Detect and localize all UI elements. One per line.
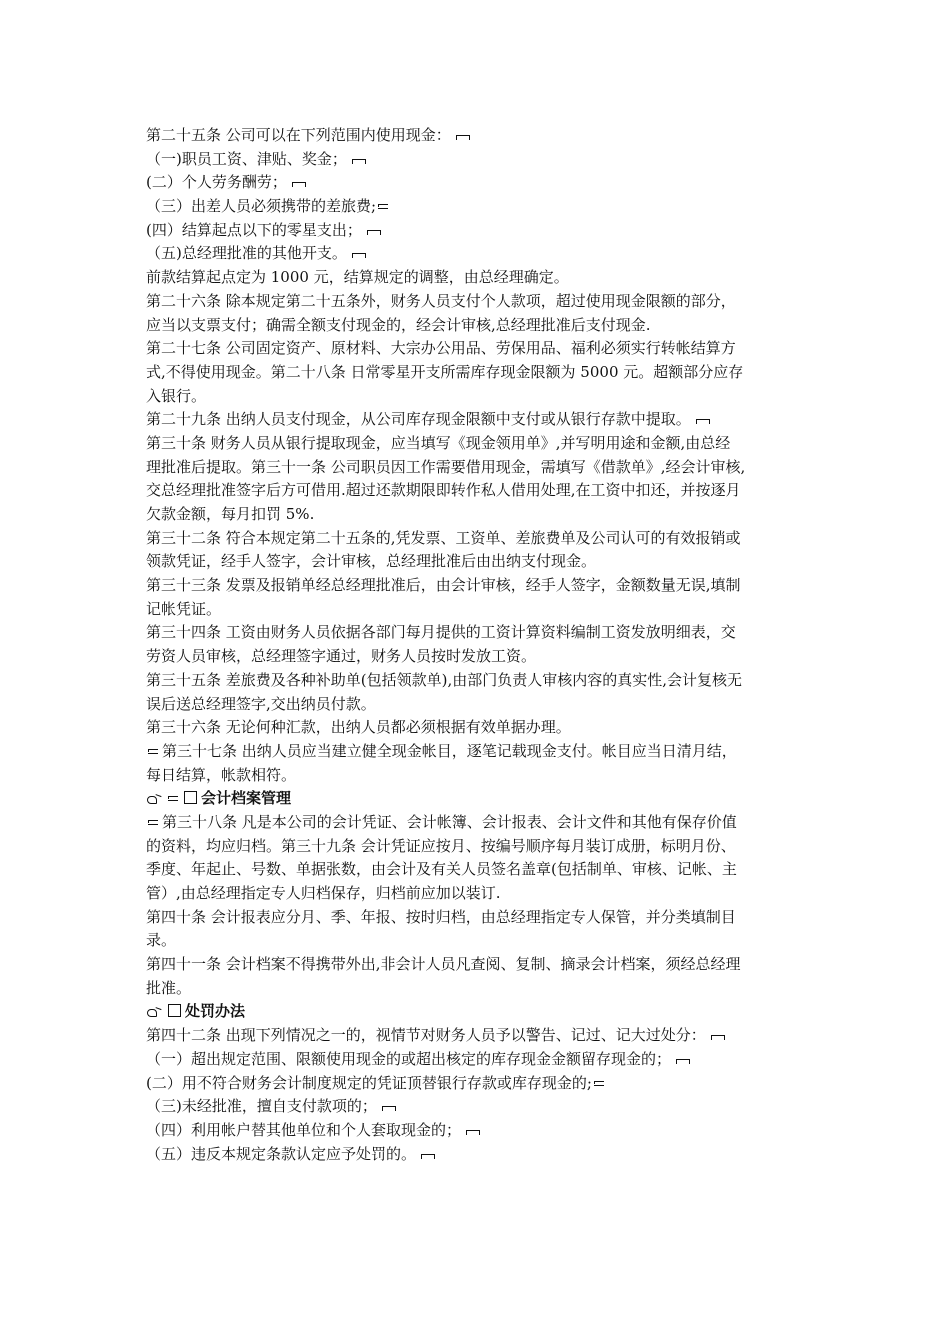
bullet-icon xyxy=(146,1006,164,1018)
text-line: 第三十条 财务人员从银行提取现金，应当填写《现金领用单》,并写明用途和金额,由总经 xyxy=(146,433,731,452)
text-line: （一)职员工资、津贴、奖金； xyxy=(146,148,818,172)
paragraph-mark-icon xyxy=(695,414,711,426)
checkbox-icon xyxy=(184,791,197,804)
text-line: 第二十九条 出纳人员支付现金，从公司库存现金限额中支付或从银行存款中提取。 xyxy=(146,408,818,432)
text-line: （五)总经理批准的其他开支。 xyxy=(146,242,818,266)
text-line: 第二十五条 公司可以在下列范围内使用现金： xyxy=(146,124,818,148)
text-line: (二）用不符合财务会计制度规定的凭证顶替银行存款或库存现金的; xyxy=(146,1072,818,1096)
text-line: 入银行。 xyxy=(146,386,207,405)
text-line: 每日结算，帐款相符。 xyxy=(146,765,297,784)
line-break-mark-icon xyxy=(148,817,160,829)
text-line: 误后送总经理签字,交出纳员付款。 xyxy=(146,694,376,713)
text-line: （三）出差人员必须携带的差旅费; xyxy=(146,195,818,219)
paragraph-mark-icon xyxy=(381,1101,397,1113)
text-line: 第二十七条 公司固定资产、原材料、大宗办公用品、劳保用品、福利必须实行转帐结算方 xyxy=(146,339,736,358)
text-line: 录。 xyxy=(146,931,177,950)
text-line: 批准。 xyxy=(146,978,192,997)
text-line: 应当以支票支付；确需全额支付现金的，经会计审核,总经理批准后支付现金. xyxy=(146,315,651,334)
paragraph-mark-icon xyxy=(675,1054,691,1066)
text-line: 第四十条 会计报表应分月、季、年报、按时归档，由总经理指定专人保管，并分类填制目 xyxy=(146,907,736,926)
text-line: 管）,由总经理指定专人归档保存，归档前应加以装订. xyxy=(146,884,501,902)
text-line: 第三十二条 符合本规定第二十五条的,凭发票、工资单、差旅费单及公司认可的有效报销或 xyxy=(146,528,741,547)
checkbox-icon xyxy=(168,1004,181,1017)
text-line: 式,不得使用现金。第二十八条 日常零星开支所需库存现金限额为 5000 元。超额部分应存 xyxy=(146,362,744,381)
paragraph-mark-icon xyxy=(366,225,382,237)
text-line: 第三十八条 凡是本公司的会计凭证、会计帐簿、会计报表、会计文件和其他有保存价值 xyxy=(146,811,818,835)
text-line: 理批准后提取。第三十一条 公司职员因工作需要借用现金，需填写《借款单》,经会计审核, xyxy=(146,457,746,476)
paragraph-mark-icon xyxy=(351,154,367,166)
paragraph-mark-icon xyxy=(710,1030,726,1042)
text-line: 前款结算起点定为 1000 元，结算规定的调整，由总经理确定。 xyxy=(146,268,569,287)
text-line: （四）利用帐户替其他单位和个人套取现金的； xyxy=(146,1119,818,1143)
document-body xyxy=(146,124,818,1166)
section-heading-penalties: 处罚办法 xyxy=(146,1000,818,1024)
text-line: 季度、年起止、号数、单据张数，由会计及有关人员签名盖章(包括制单、审核、记帐、主 xyxy=(146,860,737,879)
text-line: 记帐凭证。 xyxy=(146,599,222,618)
text-line: 的资料，均应归档。第三十九条 会计凭证应按月、按编号顺序每月装订成册，标明月份、 xyxy=(146,836,736,855)
text-line: （五）违反本规定条款认定应予处罚的。 xyxy=(146,1143,818,1167)
paragraph-mark-icon xyxy=(455,130,471,142)
bullet-icon xyxy=(146,793,164,805)
line-break-mark-icon xyxy=(594,1078,606,1090)
text-line: (二）个人劳务酬劳； xyxy=(146,171,818,195)
text-line: (四）结算起点以下的零星支出； xyxy=(146,219,818,243)
text-line: 第三十六条 无论何种汇款，出纳人员都必须根据有效单据办理。 xyxy=(146,718,571,737)
text-line: （三)未经批准，擅自支付款项的； xyxy=(146,1095,818,1119)
text-line: 第二十六条 除本规定第二十五条外，财务人员支付个人款项，超过使用现金限额的部分， xyxy=(146,291,736,310)
text-line: 第三十七条 出纳人员应当建立健全现金帐目，逐笔记载现金支付。帐目应当日清月结， xyxy=(146,740,818,764)
paragraph-mark-icon xyxy=(291,177,307,189)
paragraph-mark-icon xyxy=(351,248,367,260)
text-line: 劳资人员审核，总经理签字通过，财务人员按时发放工资。 xyxy=(146,647,537,666)
line-break-mark-icon xyxy=(148,746,160,758)
paragraph-mark-icon xyxy=(465,1125,481,1137)
line-break-mark-icon xyxy=(378,201,390,213)
section-heading-archives: 会计档案管理 xyxy=(146,787,818,811)
line-break-mark-icon xyxy=(168,793,180,805)
text-line: （一）超出规定范围、限额使用现金的或超出核定的库存现金金额留存现金的； xyxy=(146,1048,818,1072)
text-line: 第三十五条 差旅费及各种补助单(包括领款单),由部门负责人审核内容的真实性,会计复核无 xyxy=(146,670,743,689)
paragraph-mark-icon xyxy=(420,1149,436,1161)
text-line: 领款凭证，经手人签字，会计审核，总经理批准后由出纳支付现金。 xyxy=(146,552,597,571)
text-line: 第三十四条 工资由财务人员依据各部门每月提供的工资计算资料编制工资发放明细表，交 xyxy=(146,623,736,642)
text-line: 第四十二条 出现下列情况之一的，视情节对财务人员予以警告、记过、记大过处分： xyxy=(146,1024,818,1048)
text-line: 交总经理批准签字后方可借用.超过还款期限即转作私人借用处理,在工资中扣还，并按逐月 xyxy=(146,481,741,500)
text-line: 第三十三条 发票及报销单经总经理批准后，由会计审核，经手人签字，金额数量无误,填制 xyxy=(146,576,741,595)
text-line: 第四十一条 会计档案不得携带外出,非会计人员凡查阅、复制、摘录会计档案，须经总经理 xyxy=(146,955,741,974)
text-line: 欠款金额，每月扣罚 5%. xyxy=(146,505,315,523)
